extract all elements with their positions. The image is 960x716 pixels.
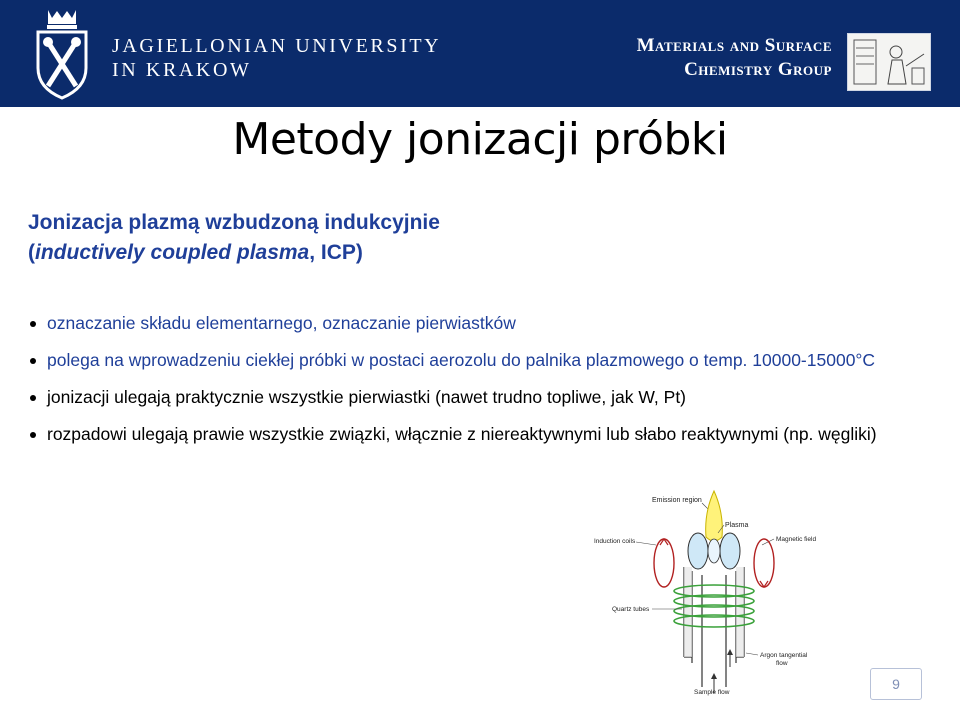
magnetic-field-left [654, 539, 674, 587]
label-argon-flow-line1: Argon tangential [760, 652, 808, 659]
group-name [637, 34, 832, 82]
subtitle-line1: Jonizacja plazmą wzbudzoną indukcyjnie [28, 211, 440, 234]
subtitle-line2 [28, 238, 440, 268]
emission-flame [706, 491, 723, 541]
bullet-item: rozpadowi ulegają prawie wszystkie związki, włącznie z niereaktywnymi lub słabo reaktywnymi (np. węgliki) [28, 423, 943, 445]
label-emission-region: Emission region [652, 497, 702, 504]
university-name [112, 34, 441, 82]
subtitle-open-paren: ( [28, 241, 35, 264]
university-crest-logo [30, 6, 94, 100]
bullet-item: oznaczanie składu elementarnego, oznaczanie pierwiastków [28, 312, 943, 334]
group-name-line1: Materials and Surface [636, 35, 832, 56]
label-magnetic-field: Magnetic field [776, 536, 817, 543]
university-name-line2: IN KRAKOW [112, 59, 252, 81]
group-name-line2: Chemistry Group [684, 59, 832, 80]
magnetic-field-right [754, 539, 774, 587]
icp-torch-diagram [590, 487, 840, 697]
subtitle-rest: , ICP) [309, 241, 363, 264]
label-plasma: Plasma [725, 522, 749, 529]
header-banner [0, 0, 960, 107]
label-induction-coils: Induction coils [594, 538, 636, 545]
label-sample-flow: Sample flow [694, 689, 730, 696]
subtitle-italic-term: inductively coupled plasma [35, 241, 310, 264]
page-title: Metody jonizacji próbki [232, 114, 728, 165]
label-argon-flow-line2: flow [776, 660, 788, 667]
bullet-item: polega na wprowadzeniu ciekłej próbki w postaci aerozolu do palnika plazmowego o temp. 10000-15000°C [28, 349, 943, 371]
university-name-line1: JAGIELLONIAN UNIVERSITY [112, 35, 442, 57]
bullet-item: jonizacji ulegają praktycznie wszystkie pierwiastki (nawet trudno topliwe, jak W, Pt) [28, 386, 943, 408]
plasma-left-lobe [688, 533, 708, 569]
engraving-thumbnail-image [847, 33, 931, 91]
bullet-list [28, 312, 943, 460]
label-quartz-tubes: Quartz tubes [612, 606, 650, 613]
slide-subtitle [28, 208, 440, 268]
plasma-right-lobe [720, 533, 740, 569]
page-number: 9 [870, 668, 922, 700]
